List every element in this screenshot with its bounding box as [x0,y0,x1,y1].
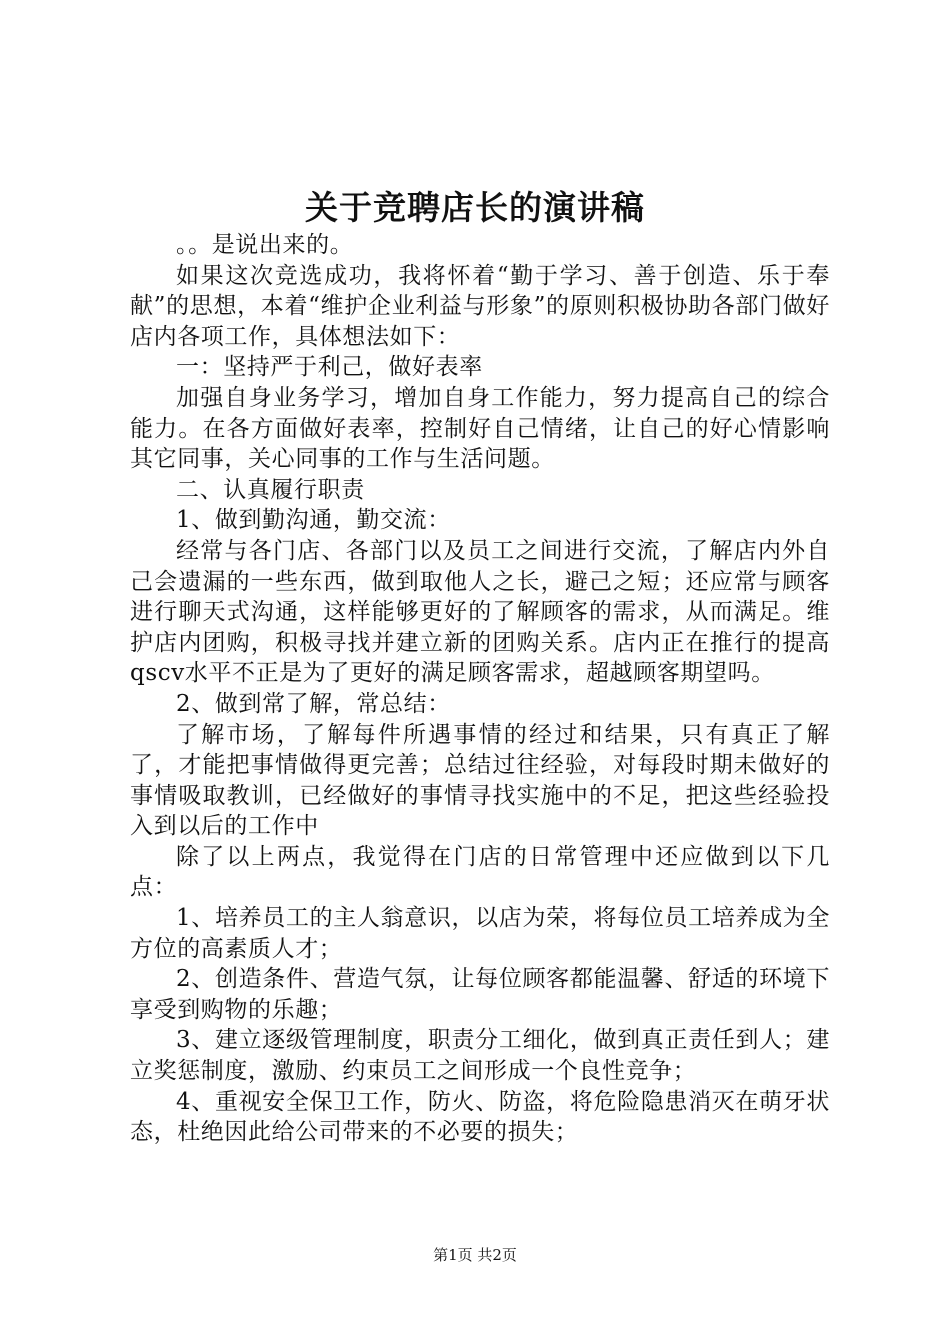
list-item: 1、培养员工的主人翁意识，以店为荣，将每位员工培养成为全方位的高素质人才； [130,905,830,962]
document-title: 关于竞聘店长的演讲稿 [305,188,645,227]
subsection-heading: 2、做到常了解，常总结： [176,690,451,717]
list-item: 2、创造条件、营造气氛，让每位顾客都能温馨、舒适的环境下享受到购物的乐趣； [130,966,830,1023]
section-heading: 一：坚持严于利己，做好表率 [176,354,483,381]
list-item: 4、重视安全保卫工作，防火、防盗，将危险隐患消灭在萌牙状态，杜绝因此给公司带来的不必要的损失； [130,1088,830,1146]
paragraph: 。。是说出来的。 [176,232,354,258]
subsection-heading: 1、做到勤沟通，勤交流： [176,507,451,534]
document-body [130,230,830,1148]
paragraph: 加强自身业务学习，增加自身工作能力，努力提高自己的综合能力。在各方面做好表率，控制好自己情绪，让自己的好心情影响其它同事，关心同事的工作与生活问题。 [130,384,830,473]
list-item: 3、建立逐级管理制度，职责分工细化，做到真正责任到人；建立奖惩制度，激励、约束员工之间形成一个良性竞争； [130,1027,830,1085]
paragraph: 了解市场，了解每件所遇事情的经过和结果，只有真正了解了，才能把事情做得更完善；总结过往经验，对每段时期未做好的事情吸取教训，已经做好的事情寻找实施中的不足，把这些经验投入到以后的工作中 [130,721,830,840]
section-heading: 二、认真履行职责 [176,476,365,503]
paragraph: 除了以上两点，我觉得在门店的日常管理中还应做到以下几点： [130,843,830,901]
paragraph: 如果这次竞选成功，我将怀着“勤于学习、善于创造、乐于奉献”的思想，本着“维护企业利益与形象”的原则积极协助各部门做好店内各项工作，具体想法如下： [130,262,830,350]
paragraph: 经常与各门店、各部门以及员工之间进行交流，了解店内外自己会遗漏的一些东西，做到取他人之长，避己之短；还应常与顾客进行聊天式沟通，这样能够更好的了解顾客的需求，从而满足。维护店内团购，积极寻找并建立新的团购关系。店内正在推行的提高qscv水平不正是为了更好的满足顾客需求，超越顾客期望吗。 [130,537,830,687]
page-number: 第1页 共2页 [433,1246,517,1264]
